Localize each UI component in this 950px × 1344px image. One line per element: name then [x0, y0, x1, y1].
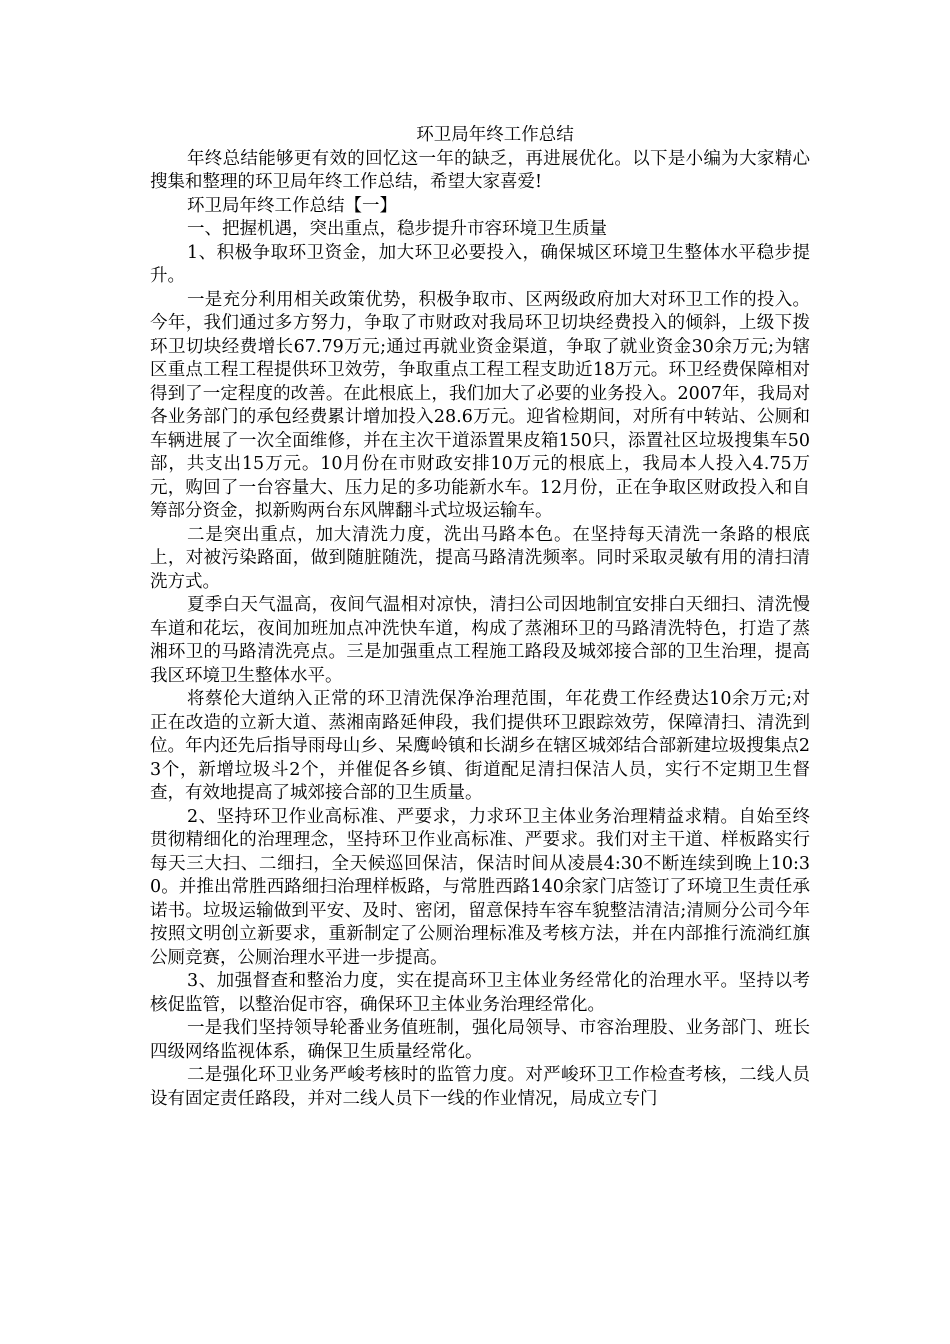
paragraph-inspection: 二是强化环卫业务严峻考核时的监管力度。对严峻环卫工作检查考核，二线人员设有固定责任路段，并对二线人员下一线的作业情况，局成立专门: [150, 1065, 810, 1109]
paragraph-duty: 一是我们坚持领导轮番业务值班制，强化局领导、市容治理股、业务部门、班长四级网络监视体系，确保卫生质量经常化。: [150, 1018, 810, 1062]
paragraph-item-1: 1、积极争取环卫资金，加大环卫必要投入，确保城区环境卫生整体水平稳步提升。: [150, 242, 810, 286]
subsection-heading: 一、把握机遇，突出重点，稳步提升市容环境卫生质量: [187, 219, 607, 239]
section-heading: 环卫局年终工作总结【一】: [187, 195, 397, 216]
document-title: 环卫局年终工作总结: [416, 125, 574, 145]
paragraph-funding: 一是充分利用相关政策优势，积极争取市、区两级政府加大对环卫工作的投入。今年，我们通过多方努力，争取了市财政对我局环卫切块经费投入的倾斜，上级下拨环卫切块经费增长67.79万元;通过再就业资金渠道，争取了就业资金30余万元;为辖区重点工程工程提供环卫效劳，争取重点工程工程支助近18万元。环卫经费保障相对得到了一定程度的改善。在此根底上，我们加大了必要的业务投入。2007年，我局对各业务部门的承包经费累计增加投入28.6万元。迎省检期间，对所有中转站、公厕和车辆进展了一次全面维修，并在主次干道添置果皮箱150只，添置社区垃圾搜集车50部，共支出15万元。10月份在市财政安排10万元的根底上，我局本人投入4.75万元，购回了一台容量大、压力足的多功能新水车。12月份，正在争取区财政投入和自筹部分资金，拟新购两台东风牌翻斗式垃圾运输车。: [150, 289, 810, 521]
paragraph-cailun: 将蔡伦大道纳入正常的环卫清洗保净治理范围，年花费工作经费达10余万元;对正在改造的立新大道、蒸湘南路延伸段，我们提供环卫跟踪效劳，保障清扫、清洗到位。年内还先后指导雨母山乡、呆鹰岭镇和长湖乡在辖区城郊结合部新建垃圾搜集点23个，新增垃圾斗2个，并催促各乡镇、街道配足清扫保洁人员，实行不定期卫生督查，有效地提高了城郊接合部的卫生质量。: [150, 689, 810, 803]
paragraph-item-2: 2、坚持环卫作业高标准、严要求，力求环卫主体业务治理精益求精。自始至终贯彻精细化的治理理念，坚持环卫作业高标准、严要求。我们对主干道、样板路实行每天三大扫、二细扫，全天候巡回保洁，保洁时间从凌晨4:30不断连续到晚上10:30。并推出常胜西路细扫治理样板路，与常胜西路140余家门店签订了环境卫生责任承诺书。垃圾运输做到平安、及时、密闭，留意保持车容车貌整洁清洁;清厕分公司今年按照文明创立新要求，重新制定了公厕治理标准及考核方法，并在内部推行流淌红旗公厕竞赛，公厕治理水平进一步提高。: [150, 806, 810, 968]
paragraph-summer: 夏季白天气温高，夜间气温相对凉快，清扫公司因地制宜安排白天细扫、清洗慢车道和花坛，夜间加班加点冲洗快车道，构成了蒸湘环卫的马路清洗特色，打造了蒸湘环卫的马路清洗亮点。三是加强重点工程施工路段及城郊接合部的卫生治理，提高我区环境卫生整体水平。: [150, 595, 810, 686]
paragraph-cleaning: 二是突出重点，加大清洗力度，洗出马路本色。在坚持每天清洗一条路的根底上，对被污染路面，做到随脏随洗，提高马路清洗频率。同时采取灵敏有用的清扫清洗方式。: [150, 524, 810, 592]
paragraph-item-3: 3、加强督查和整治力度，实在提高环卫主体业务经常化的治理水平。坚持以考核促监管，以整治促市容，确保环卫主体业务治理经常化。: [150, 971, 810, 1015]
document-page: [150, 124, 810, 1111]
paragraph-intro: 年终总结能够更有效的回忆这一年的缺乏，再进展优化。以下是小编为大家精心搜集和整理的环卫局年终工作总结，希望大家喜爱!: [150, 148, 810, 192]
